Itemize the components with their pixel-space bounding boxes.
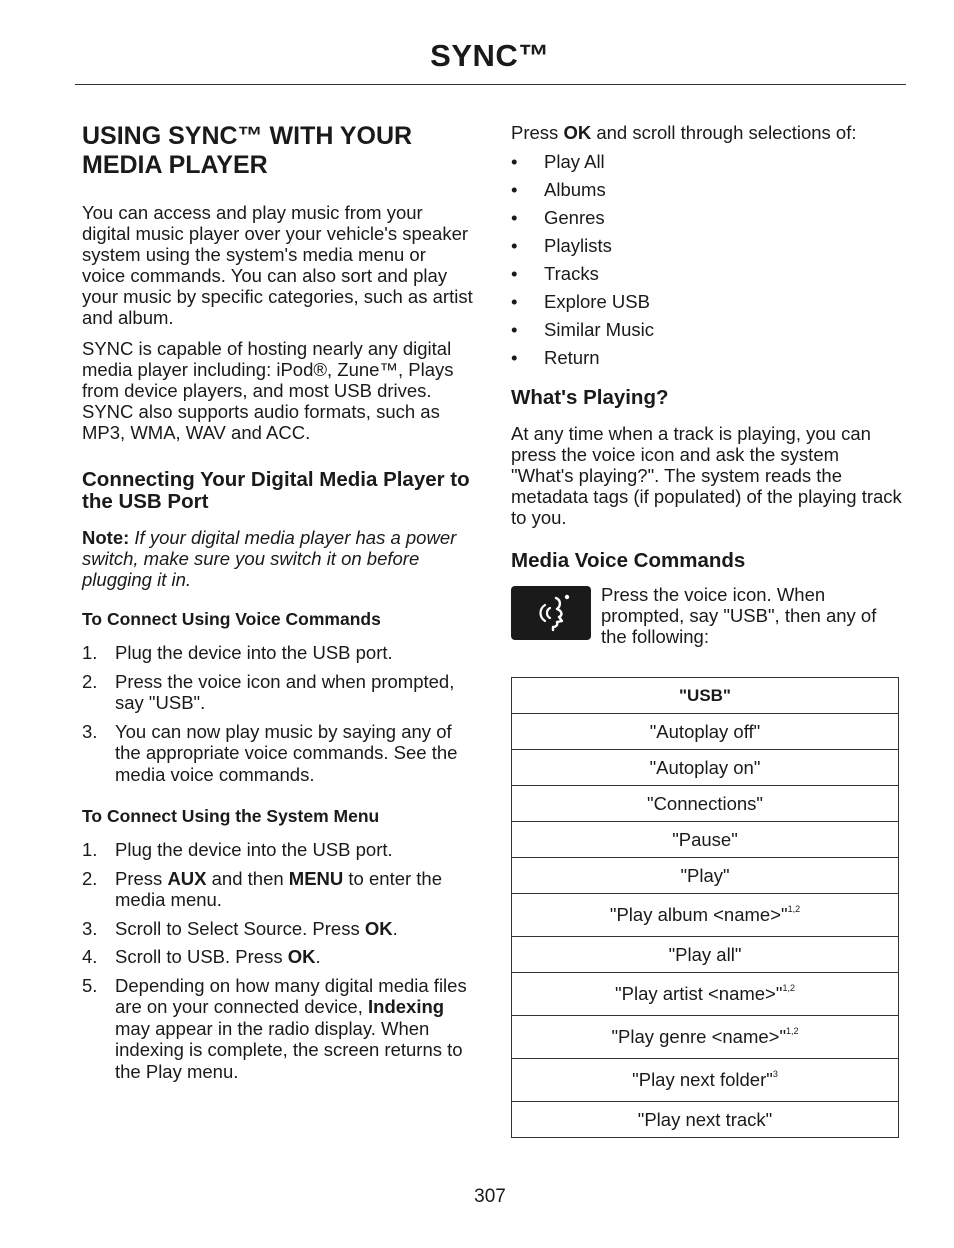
table-row: "Autoplay on" [512, 750, 899, 786]
list-item: 5. Depending on how many digital media files are on your connected device, Indexing may appear in the radio display. When indexing is complete, the screen returns to the Play menu. [82, 974, 467, 1082]
table-row: "Play album <name>"$^{1,2}$ [512, 894, 899, 937]
list-item: • Return [511, 347, 600, 368]
list-item: 2. Press AUX and then MENU to enter the media menu. [82, 867, 443, 910]
header-divider [75, 84, 906, 85]
menu-connect-heading: To Connect Using the System Menu [82, 806, 380, 826]
list-item: 1. Plug the device into the USB port. [82, 642, 393, 663]
table-row: "Connections" [512, 786, 899, 822]
list-item: 3. Scroll to Select Source. Press OK. [82, 917, 398, 939]
page-number: 307 [474, 1186, 506, 1207]
compatibility-paragraph: SYNC is capable of hosting nearly any digital media player including: iPod®, Zune™, Plays from device players, and most USB drives. SYNC also supports audio formats, such as MP3, WMA, WAV and ACC. [82, 338, 454, 443]
table-row: "Autoplay off" [512, 714, 899, 750]
table-row: "Play next folder"$^3$ [512, 1059, 899, 1102]
list-item: 2. Press the voice icon and when prompted, say "USB". [82, 670, 455, 713]
table-row: "Play next track" [512, 1102, 899, 1138]
section-heading: USING SYNC™ WITH YOUR MEDIA PLAYER [82, 122, 413, 179]
voice-connect-heading: To Connect Using Voice Commands [82, 609, 381, 629]
note-text: If your digital media player has a power switch, make sure you switch it on before plugging it in. [82, 527, 457, 590]
page-header-title: SYNC™ [430, 38, 550, 73]
list-item: • Genres [511, 207, 605, 228]
menu-connect-steps [82, 839, 474, 1082]
list-item: 1. Plug the device into the USB port. [82, 839, 393, 860]
table-row: "Play" [512, 858, 899, 894]
table-header-row [512, 678, 899, 714]
note-paragraph [82, 527, 474, 590]
table-header-cell: "USB" [512, 678, 899, 714]
whats-playing-paragraph: At any time when a track is playing, you can press the voice icon and ask the system "What's playing?". The system reads the metadata tags (if populated) of the playing track to you. [511, 423, 902, 528]
voice-instruction-row [511, 584, 903, 647]
list-item: • Tracks [511, 263, 599, 284]
table-row: "Play artist <name>"$^{1,2}$ [512, 973, 899, 1016]
list-item: 3. You can now play music by saying any of the appropriate voice commands. See the media voice commands. [82, 720, 458, 785]
list-item: • Play All [511, 151, 605, 172]
list-item: • Albums [511, 179, 606, 200]
voice-connect-steps [82, 642, 474, 785]
list-item: • Explore USB [511, 291, 650, 312]
intro-paragraph: You can access and play music from your digital music player over your vehicle's speaker system using the system's media menu or voice commands. You can also sort and play your music by specific categories, such as artist and album. [82, 202, 473, 328]
list-item: • Playlists [511, 235, 612, 256]
right-column [511, 122, 903, 647]
list-item: 4. Scroll to USB. Press OK. [82, 946, 321, 967]
selections-intro: Press OK and scroll through selections of: [511, 122, 857, 143]
table-row: "Play all" [512, 937, 899, 973]
usb-subheading: Connecting Your Digital Media Player to the USB Port [82, 468, 470, 513]
selections-list [511, 151, 903, 369]
voice-instruction-text: Press the voice icon. When prompted, say "USB", then any of the following: [601, 584, 877, 647]
media-voice-heading: Media Voice Commands [511, 549, 746, 572]
voice-command-icon [511, 586, 591, 640]
whats-playing-heading: What's Playing? [511, 386, 669, 409]
left-column [82, 122, 474, 1096]
note-label: Note: [82, 527, 130, 548]
list-item: • Similar Music [511, 319, 654, 340]
voice-commands-table [511, 677, 899, 1138]
table-row: "Play genre <name>"$^{1,2}$ [512, 1016, 899, 1059]
table-row: "Pause" [512, 822, 899, 858]
